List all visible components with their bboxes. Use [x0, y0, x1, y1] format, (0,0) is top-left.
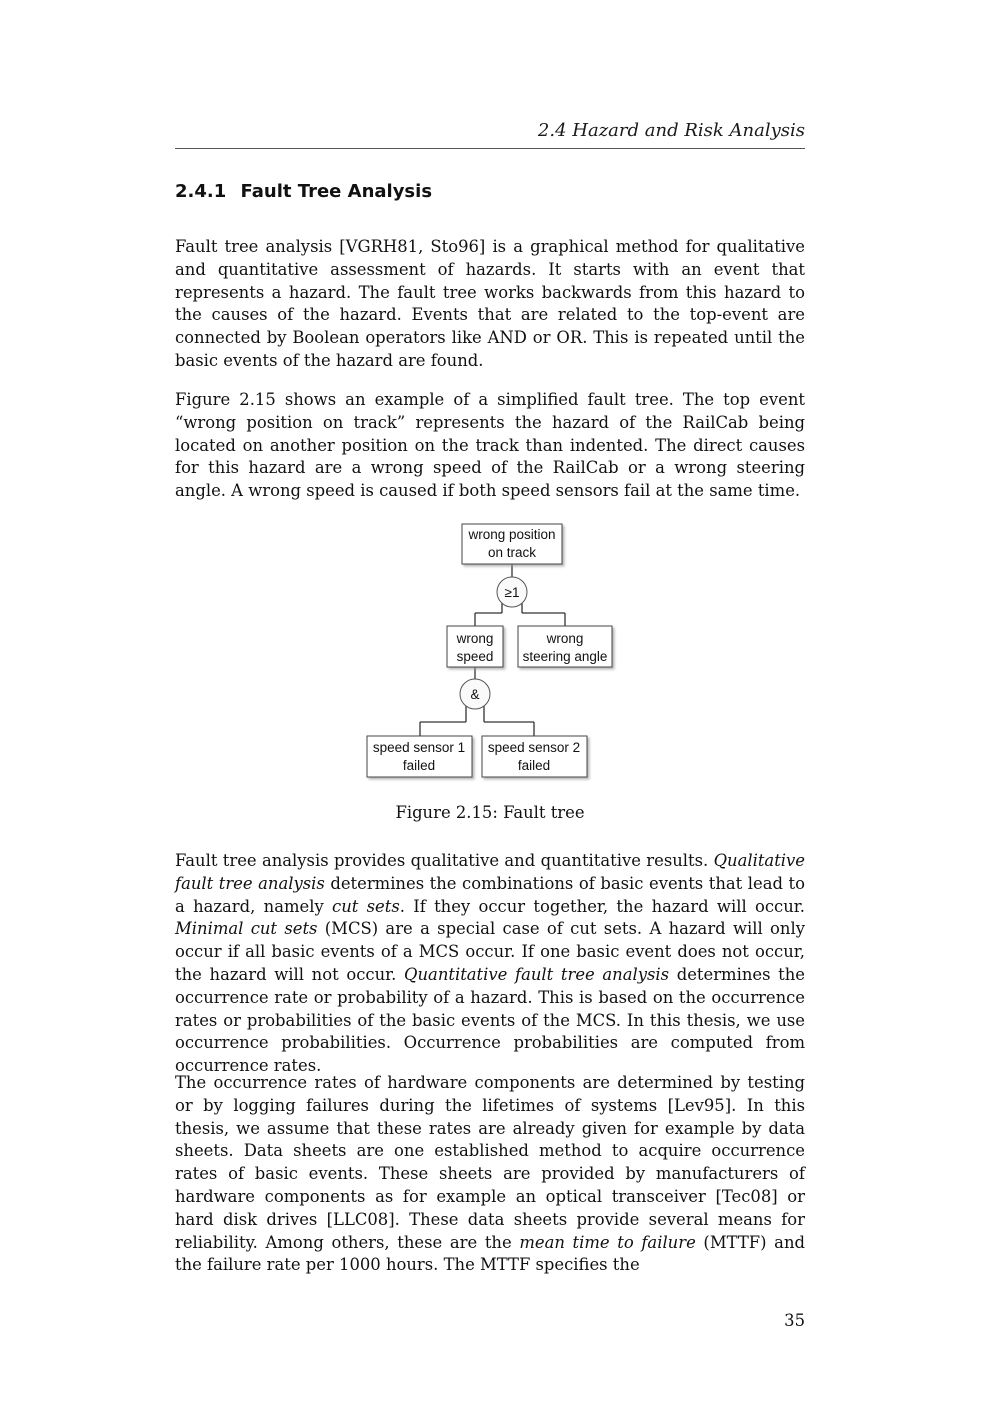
event-wrong-speed — [447, 626, 503, 667]
term-quantitative-fta: Quantitative fault tree analysis — [404, 964, 670, 984]
running-header: 2.4 Hazard and Risk Analysis — [537, 120, 805, 141]
fault-tree-figure — [340, 515, 640, 790]
page-number: 35 — [784, 1311, 805, 1330]
svg-text:wrong position: wrong position — [468, 527, 556, 542]
event-speed-sensor-2-failed — [482, 736, 587, 777]
svg-text:speed: speed — [456, 649, 494, 664]
term-cut-sets: cut sets — [332, 896, 400, 916]
section-heading — [175, 181, 432, 202]
paragraph-occurrence-rates: The occurrence rates of hardware components are determined by testing or by logging failures during the lifetimes of systems [Lev95]. In this thesis, we assume that these rates are already given for example by data sheets. Data sheets are one established method to acquire occurrence rates of basic events. These sheets are provided by manufacturers of hardware components as for example an optical transceiver [Tec08] or hard disk drives [LLC08]. These data sheets provide several means for reliability. Among others, these are the mean time to failure (MTTF) and the failure rate per 1000 hours. The MTTF specifies the — [175, 1073, 806, 1275]
svg-text:speed sensor 2: speed sensor 2 — [487, 740, 581, 755]
svg-text:failed: failed — [402, 758, 436, 773]
paragraph-results: Fault tree analysis provides qualitative and quantitative results. Qualitative fault tree analysis determines the combinations of basic events that lead to a hazard, namely cut sets. If they occur together, the hazard will occur. Minimal cut sets (MCS) are a special case of cut sets. A hazard will only occur if all basic events of a MCS occur. If one basic event does not occur, the hazard will not occur. Quantitative fault tree analysis determines the occurrence rate or probability of a hazard. This is based on the occurrence rates or probabilities of the basic events of the MCS. In this thesis, we use occurrence probabilities. Occurrence probabilities are computed from occurrence rates. — [175, 851, 806, 1076]
svg-text:wrong: wrong — [546, 631, 584, 646]
svg-text:speed sensor 1: speed sensor 1 — [372, 740, 466, 755]
section-title: Fault Tree Analysis — [240, 181, 433, 202]
and-gate — [460, 679, 490, 709]
event-wrong-steering-angle — [518, 626, 612, 667]
header-rule — [175, 148, 805, 149]
svg-text:wrong: wrong — [456, 631, 494, 646]
term-qualitative-fta: Qualitative fault tree analysis — [175, 851, 805, 893]
svg-text:failed: failed — [517, 758, 551, 773]
or-gate — [497, 577, 527, 607]
event-speed-sensor-1-failed — [367, 736, 472, 777]
svg-text:steering angle: steering angle — [522, 649, 608, 664]
term-minimal-cut-sets: Minimal cut sets — [175, 919, 318, 939]
section-number: 2.4.1 — [175, 181, 227, 202]
svg-text:on track: on track — [487, 545, 537, 560]
svg-text:≥1: ≥1 — [504, 585, 520, 600]
svg-text:&: & — [470, 687, 480, 702]
event-wrong-position-on-track — [462, 524, 562, 564]
fault-tree-diagram — [340, 515, 640, 790]
figure-caption: Figure 2.15: Fault tree — [395, 803, 585, 822]
term-mttf: mean time to failure — [519, 1232, 696, 1252]
paragraph-example: Figure 2.15 shows an example of a simplified fault tree. The top event “wrong position on track” represents the hazard of the RailCab being located on another position on the track than indented. The direct causes for this hazard are a wrong speed of the RailCab or a wrong steering angle. A wrong speed is caused if both speed sensors fail at the same time. — [175, 390, 805, 501]
paragraph-intro: Fault tree analysis [VGRH81, Sto96] is a graphical method for qualitative and quantitative assessment of hazards. It starts with an event that represents a hazard. The fault tree works backwards from this hazard to the causes of the hazard. Events that are related to the top-event are connected by Boolean operators like AND or OR. This is repeated until the basic events of the hazard are found. — [175, 237, 805, 370]
